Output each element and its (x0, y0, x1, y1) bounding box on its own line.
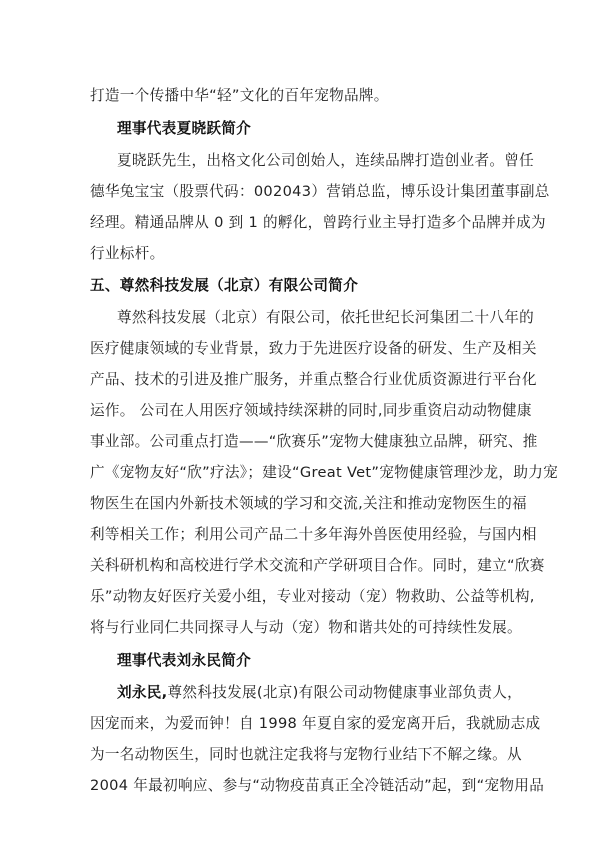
paragraph-line: 经理。精通品牌从 0 到 1 的孵化，曾跨行业主导打造多个品牌并成为 (90, 214, 546, 231)
paragraph-line: 关科研机构和高校进行学术交流和产学研项目合作。同时，建立“欣赛 (90, 557, 545, 574)
paragraph-line: 利等相关工作；利用公司产品二十多年海外兽医使用经验，与国内相 (90, 526, 537, 543)
paragraph-line: 医疗健康领域的专业背景，致力于先进医疗设备的研发、生产及相关 (90, 340, 537, 357)
paragraph-line: 2004 年最初响应、参与“动物疫苗真正全冷链活动”起，到“宠物用品 (90, 777, 545, 794)
paragraph-line: 运作。 公司在人用医疗领域持续深耕的同时,同步重资启动动物健康 (90, 402, 532, 419)
paragraph-line: 产品、技术的引进及推广服务，并重点整合行业优质资源进行平台化 (90, 371, 537, 388)
paragraph-line: 行业标杆。 (90, 245, 165, 262)
paragraph-line: 打造一个传播中华“轻”文化的百年宠物品牌。 (90, 87, 389, 104)
section-heading-liu-yongmin: 理事代表刘永民简介 (117, 652, 252, 669)
paragraph-line: 物医生在国内外新技术领域的学习和交流,关注和推动宠物医生的福 (90, 495, 527, 512)
paragraph-line (117, 683, 523, 703)
section-heading-zunran-company: 五、尊然科技发展（北京）有限公司简介 (90, 277, 359, 294)
section-heading-xia-xiaoyue: 理事代表夏晓跃简介 (117, 120, 252, 137)
paragraph-line: 夏晓跃先生，出格文化公司创始人，连续品牌打造创业者。曾任 (117, 152, 535, 169)
paragraph-line: 德华兔宝宝（股票代码：002043）营销总监，博乐设计集团董事副总 (90, 183, 550, 200)
paragraph-line: 事业部。公司重点打造——“欣赛乐”宠物大健康独立品牌，研究、推 (90, 433, 538, 450)
paragraph-line: 广《宠物友好“欣”疗法》；建设“Great Vet”宠物健康管理沙龙，助力宠 (90, 464, 559, 481)
paragraph-line: 将与行业同仁共同探寻人与动（宠）物和谐共处的可持续性发展。 (90, 619, 522, 636)
paragraph-line: 为一名动物医生，同时也就注定我将与宠物行业结下不解之缘。从 (90, 746, 522, 763)
paragraph-line: 尊然科技发展（北京）有限公司，依托世纪长河集团二十八年的 (117, 309, 535, 326)
paragraph-line: 因宠而来，为爱而钟！自 1998 年夏自家的爱宠离开后，我就励志成 (90, 715, 541, 732)
paragraph-line: 乐”动物友好医疗关爱小组，专业对接动（宠）物救助、公益等机构, (90, 588, 535, 605)
person-name-liu-yongmin: 刘永民, (117, 684, 168, 701)
paragraph-text: 尊然科技发展(北京)有限公司动物健康事业部负责人， (167, 684, 523, 701)
